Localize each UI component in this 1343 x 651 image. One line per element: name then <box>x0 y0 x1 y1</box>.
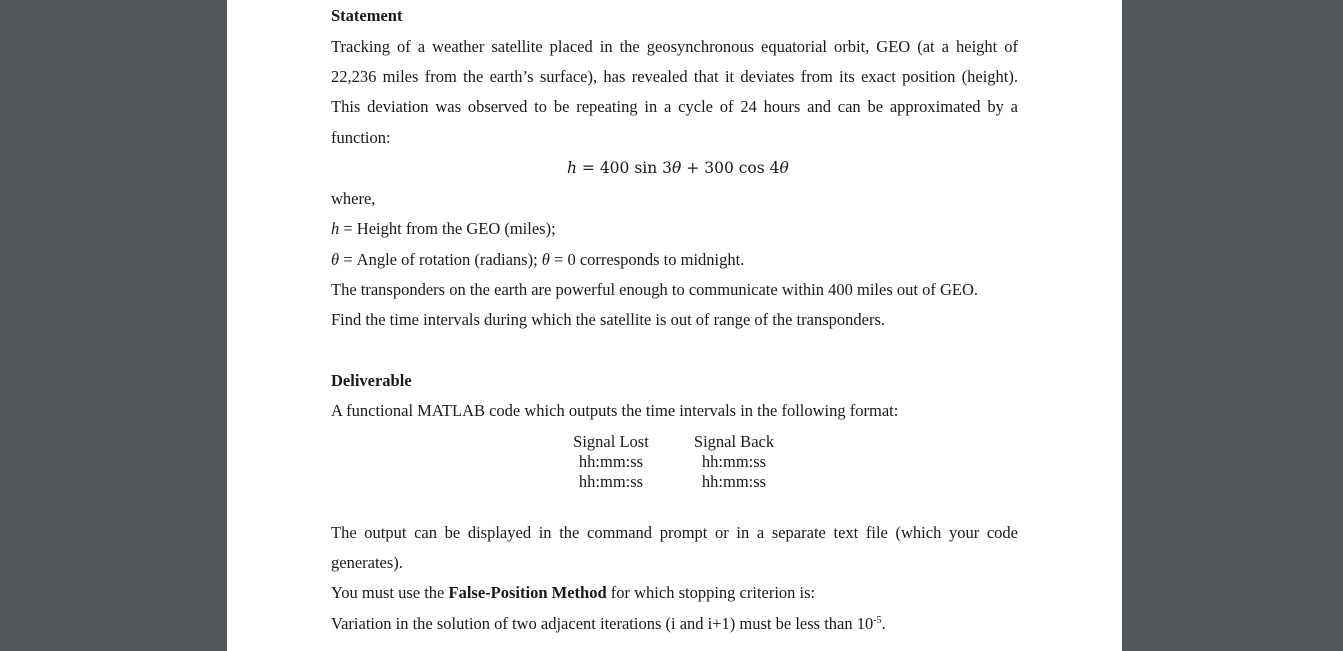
table-cell: hh:mm:ss <box>578 472 644 491</box>
table-header-signal-lost: Signal Lost <box>573 432 649 451</box>
deliverable-heading: Deliverable <box>331 371 412 390</box>
stopping-criterion-exponent: -5 <box>873 615 882 626</box>
statement-paragraph-line-4: function: <box>331 128 391 147</box>
definition-theta <box>331 250 744 270</box>
stopping-criterion-text: Variation in the solution of two adjacent iterations (i and i+1) must be less than 10 <box>331 614 874 633</box>
definition-h-variable: h <box>331 219 340 238</box>
stopping-criterion <box>331 614 886 634</box>
output-paragraph-line-2: generates). <box>331 553 403 572</box>
stopping-criterion-end: . <box>881 614 886 633</box>
table-cell: hh:mm:ss <box>701 452 767 471</box>
definition-h-text: = Height from the GEO (miles); <box>339 219 556 238</box>
statement-heading: Statement <box>331 6 403 25</box>
statement-paragraph-line-1: Tracking of a weather satellite placed in the geosynchronous equatorial orbit, GEO (at a height of <box>331 37 1018 56</box>
document-page <box>227 0 1122 651</box>
equation-cos-term: + 300 cos 4 <box>681 159 780 177</box>
height-equation <box>567 158 789 178</box>
method-name: False-Position Method <box>448 583 607 602</box>
table-cell: hh:mm:ss <box>578 452 644 471</box>
definition-theta-midnight: = 0 corresponds to midnight. <box>549 250 745 269</box>
statement-paragraph-line-3: This deviation was observed to be repeating in a cycle of 24 hours and can be approximated by a <box>331 97 1018 116</box>
definition-h <box>331 219 556 239</box>
output-paragraph-line-1: The output can be displayed in the command prompt or in a separate text file (which your code <box>331 523 1018 542</box>
where-label: where, <box>331 189 376 208</box>
definition-theta-variable: θ <box>331 250 340 269</box>
definition-theta-text: = Angle of rotation (radians); <box>339 250 542 269</box>
method-suffix: for which stopping criterion is: <box>606 583 816 602</box>
equation-theta-1: θ <box>672 159 682 177</box>
equation-sin-term: = 400 sin 3 <box>576 159 673 177</box>
table-header-signal-back: Signal Back <box>693 432 775 451</box>
table-cell: hh:mm:ss <box>701 472 767 491</box>
find-sentence: Find the time intervals during which the satellite is out of range of the transponders. <box>331 310 885 329</box>
method-sentence <box>331 583 815 603</box>
transponders-sentence: The transponders on the earth are powerful enough to communicate within 400 miles out of GEO. <box>331 280 978 299</box>
definition-theta-variable-2: θ <box>541 250 550 269</box>
deliverable-intro: A functional MATLAB code which outputs the time intervals in the following format: <box>331 401 899 420</box>
equation-theta-2: θ <box>779 159 789 177</box>
statement-paragraph-line-2: 22,236 miles from the earth’s surface), has revealed that it deviates from its exact position (height). <box>331 67 1018 86</box>
equation-lhs: h <box>567 159 577 177</box>
method-prefix: You must use the <box>331 583 449 602</box>
